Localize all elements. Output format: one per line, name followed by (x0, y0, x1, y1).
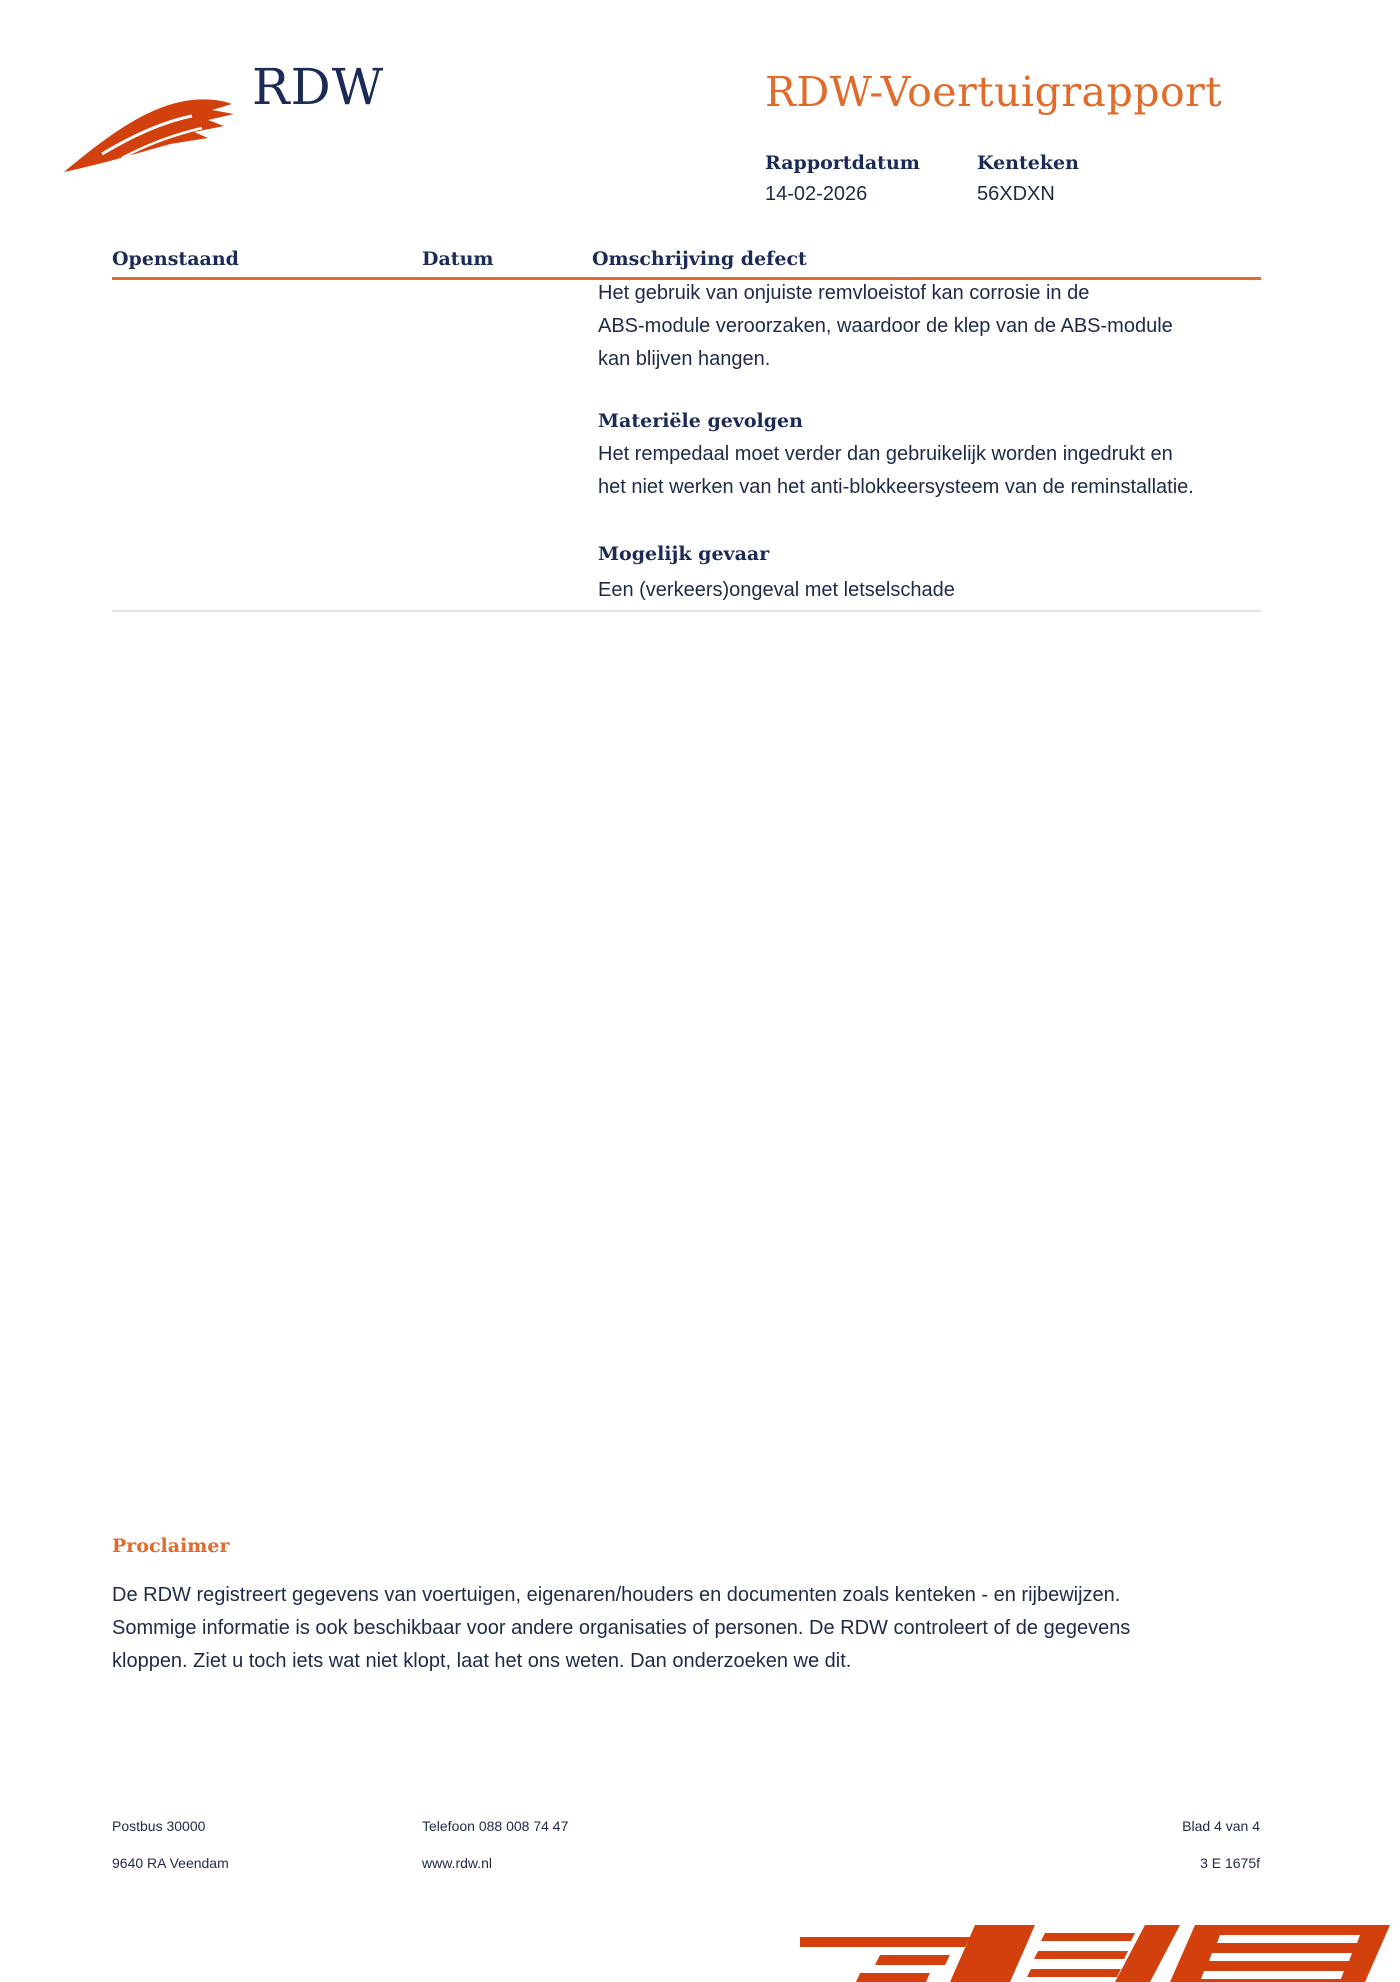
description-line: kan blijven hangen. (598, 348, 771, 370)
column-header-datum: Datum (422, 248, 494, 270)
consequences-line: Het rempedaal moet verder dan gebruikelijk worden ingedrukt en (598, 443, 1173, 465)
plate-label: Kenteken (977, 152, 1079, 174)
footer-page-number: Blad 4 van 4 (1182, 1818, 1260, 1834)
row-divider (112, 610, 1261, 612)
danger-line: Een (verkeers)ongeval met letselschade (598, 579, 955, 601)
rdw-stripes-icon (800, 1925, 1400, 1982)
description-line: ABS-module veroorzaken, waardoor de klep van de ABS-module (598, 315, 1173, 337)
consequences-line: het niet werken van het anti-blokkeersysteem van de reminstallatie. (598, 476, 1194, 498)
column-header-openstaand: Openstaand (112, 248, 239, 270)
footer-website[interactable]: www.rdw.nl (422, 1855, 493, 1871)
report-date-value: 14-02-2026 (765, 183, 868, 205)
column-header-omschrijving: Omschrijving defect (592, 248, 807, 270)
proclaimer-text (112, 1579, 1262, 1678)
description-line: Het gebruik van onjuiste remvloeistof kan corrosie in de (598, 282, 1090, 304)
proclaimer-title: Proclaimer (112, 1535, 230, 1557)
danger-text (598, 574, 1258, 607)
rdw-logo-icon (62, 80, 242, 180)
report-title: RDW-Voertuigrapport (765, 68, 1223, 116)
proclaimer-line: De RDW registreert gegevens van voertuigen, eigenaren/houders en documenten zoals kenteken - en rijbewijzen. (112, 1584, 1121, 1606)
defect-description (598, 277, 1258, 376)
consequences-heading: Materiële gevolgen (598, 410, 803, 432)
footer-code: 3 E 1675f (1200, 1855, 1260, 1871)
proclaimer-line: kloppen. Ziet u toch iets wat niet klopt, laat het ons weten. Dan onderzoeken we dit. (112, 1650, 852, 1672)
plate-value: 56XDXN (977, 183, 1055, 205)
report-date-label: Rapportdatum (765, 152, 920, 174)
consequences-text (598, 438, 1258, 504)
logo-text: RDW (252, 58, 385, 116)
danger-heading: Mogelijk gevaar (598, 543, 770, 565)
footer-postbus: Postbus 30000 (112, 1818, 206, 1834)
footer-city: 9640 RA Veendam (112, 1855, 229, 1871)
footer-phone: Telefoon 088 008 74 47 (422, 1818, 569, 1834)
proclaimer-line: Sommige informatie is ook beschikbaar voor andere organisaties of personen. De RDW controleert of de gegevens (112, 1617, 1131, 1639)
